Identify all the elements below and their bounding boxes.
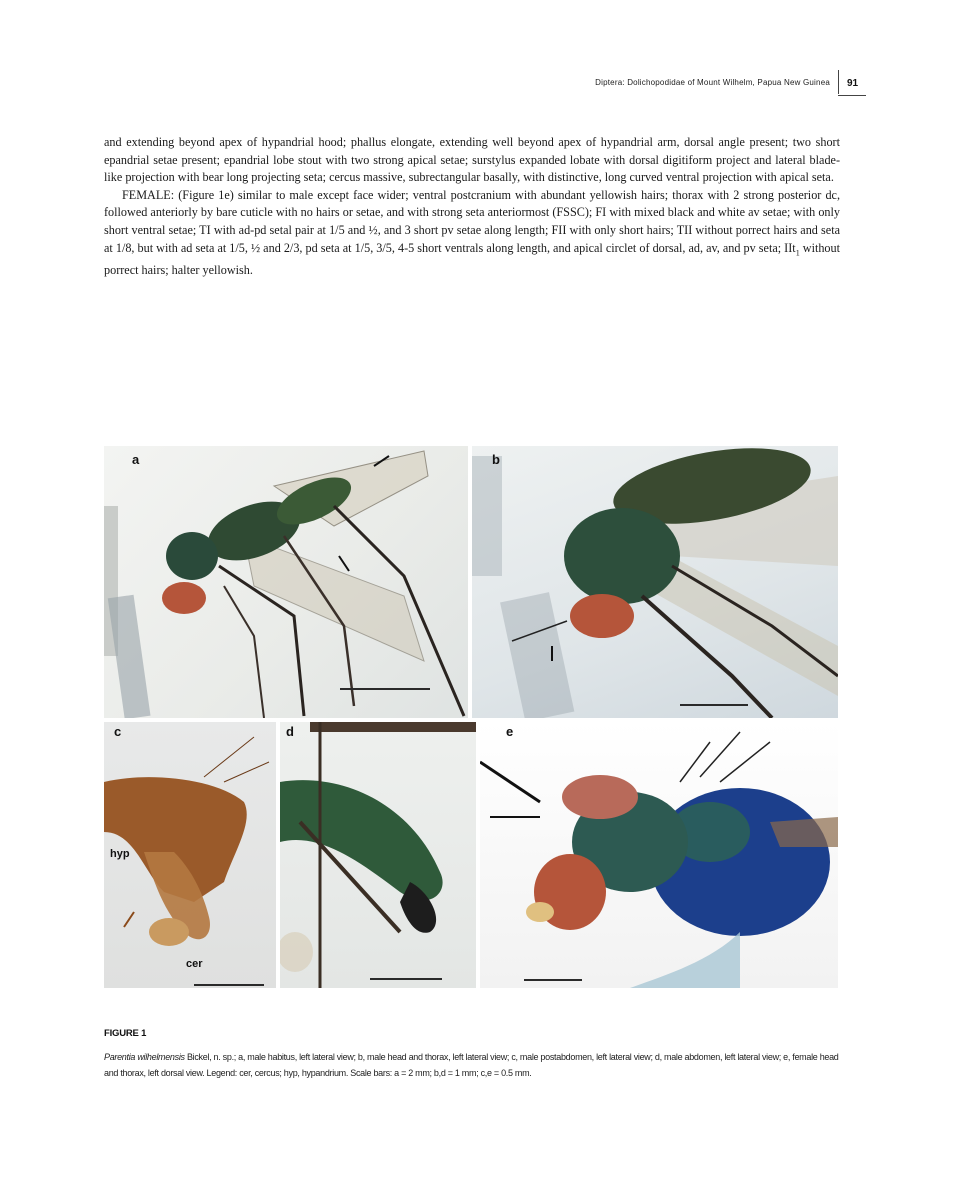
caption-species: Parentia wilhelmensis (104, 1052, 185, 1062)
figure-title: FIGURE 1 (104, 1028, 147, 1039)
panel-e-image (480, 722, 838, 988)
panel-b-image (472, 446, 838, 718)
scalebar-e (524, 979, 582, 981)
caption-text: Bickel, n. sp.; a, male habitus, left lateral view; b, male head and thorax, left lateral view; c, male postabdomen, left lateral view; d, male abdomen, left lateral view; e, female head and thorax, left dorsal view. Legend: cer, cercus; hyp, hypandrium. Scale bars: a = 2 mm; b,d = 1 mm; c,e = 0.5 mm. (104, 1052, 839, 1078)
running-head: Diptera: Dolichopodidae of Mount Wilhelm, Papua New Guinea (595, 78, 830, 87)
running-head-separator (838, 70, 839, 94)
panel-label-e: e (506, 724, 514, 739)
panel-label-a: a (132, 452, 140, 467)
figure-panel-e (480, 722, 838, 988)
paragraph-female-text: FEMALE: (Figure 1e) similar to male except face wider; ventral postcranium with abundant yellowish hairs; thorax with 2 strong posterior dc, followed anteriorly by bare cuticle with no hairs or setae, and with strong seta anteriormost (FSSC); FI with mixed black and white av setae; with only short ventral setae; TI with ad-pd setal pair at 1/5 and ½, and 3 short pv setae along length; FII with only short hairs; TII without porrect hairs and seta at 1/8, but with ad seta at 1/5, ½ and 2/3, pd seta at 1/5, 3/5, 4-5 short ventrals along length, and apical circlet of dorsal, ad, av, and pv seta; IIt (104, 187, 840, 255)
panel-a-image (104, 446, 468, 718)
figure-panel-c (104, 722, 276, 988)
figure-caption (104, 1049, 840, 1081)
legend-hyp: hyp (110, 848, 130, 860)
paragraph-female-end: without porrect hairs; halter yellowish. (104, 240, 841, 277)
paragraph-female (104, 187, 840, 279)
panel-d-image (280, 722, 476, 988)
scalebar-b (680, 704, 748, 706)
page-number: 91 (847, 78, 859, 89)
figure-panel-b (472, 446, 838, 718)
scalebar-c (194, 984, 264, 986)
page-number-rule (838, 95, 866, 96)
scalebar-a (340, 688, 430, 690)
paragraph-male-genitalia: and extending beyond apex of hypandrial hood; phallus elongate, extending well beyond apex of hypandrial arm, dorsal angle present; two short epandrial setae present; epandrial lobe stout with two strong apical setae; surstylus expanded lobate with dorsal digitiform project and lateral blade-like projection with bear long projecting seta; cercus massive, subrectangular basally, with distinctive, long curved ventral projection with apical seta. (104, 135, 840, 185)
body-text (104, 134, 840, 279)
scalebar-d (370, 978, 442, 980)
paragraph-female-subscript: 1 (795, 248, 800, 257)
panel-label-d: d (286, 724, 294, 739)
panel-label-b: b (492, 452, 500, 467)
panel-label-c: c (114, 724, 122, 739)
figure-panel-a (104, 446, 468, 718)
figure-panel-d (280, 722, 476, 988)
legend-cer: cer (186, 958, 203, 970)
